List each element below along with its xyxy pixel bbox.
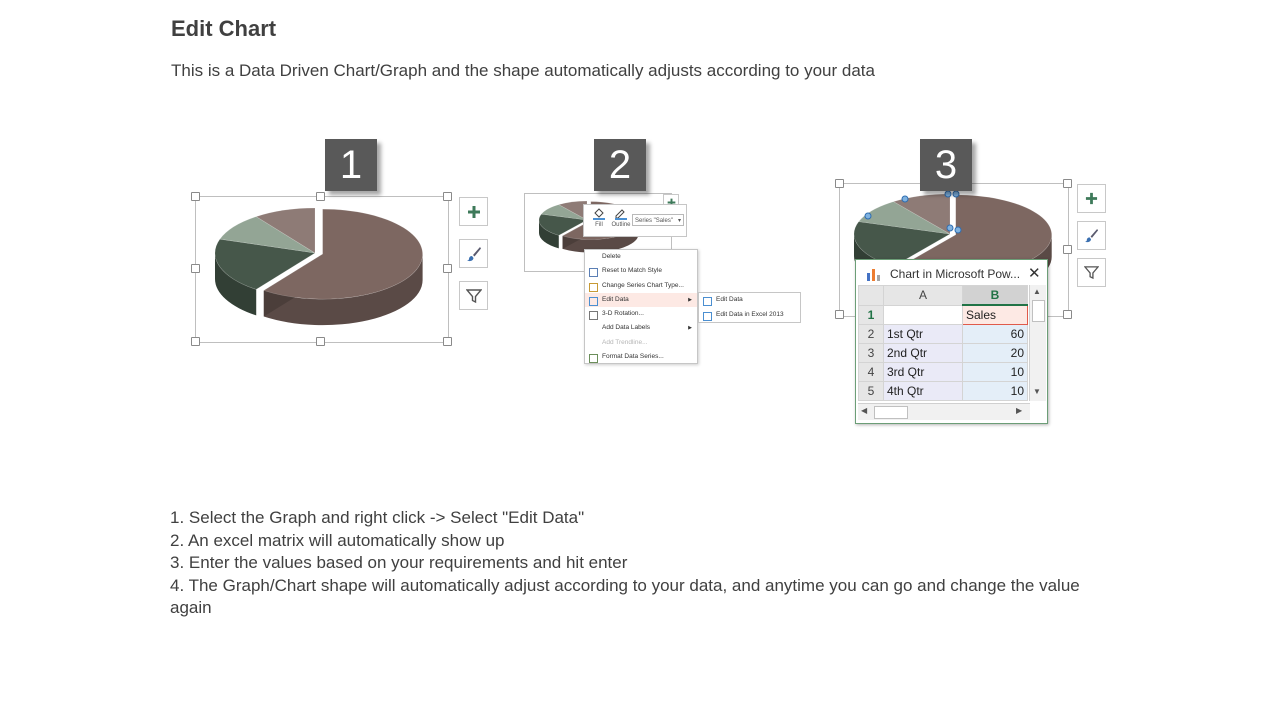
context-menu-item-label: Format Data Series... [602,353,664,361]
add-chart-element-icon [467,205,481,219]
add-chart-element-icon [1085,192,1098,205]
chart-styles-button[interactable] [459,239,488,268]
chart-styles-brush-icon [466,246,482,262]
context-menu-item-label: Delete [602,253,621,260]
resize-handle[interactable] [191,264,200,273]
chart-bar-icon [866,267,882,281]
submenu-item-label: Edit Data in Excel 2013 [716,310,784,318]
context-menu-item-label: Add Data Labels [602,324,651,332]
table-row [859,382,1028,401]
submenu-arrow-icon: ▶ [688,325,692,332]
chart-styles-button[interactable] [1077,221,1106,250]
spreadsheet-grid [858,285,1028,401]
instruction-line: 3. Enter the values based on your requirements and hit enter [170,553,628,572]
resize-handle[interactable] [443,192,452,201]
context-menu [584,249,698,364]
context-menu-item[interactable] [585,307,697,321]
cell-b1[interactable]: Sales [963,305,1028,325]
table-row [859,344,1028,363]
excel-title-bar[interactable] [856,260,1047,286]
step-badge-3: 3 [920,139,972,191]
table-row [859,325,1028,344]
horizontal-scrollbar[interactable] [858,403,1030,420]
menu-item-icon [589,311,598,320]
context-menu-item-label: 3-D Rotation... [602,310,644,318]
row-number[interactable]: 5 [859,382,884,401]
paint-bucket-icon [592,208,606,220]
step-badge-2: 2 [594,139,646,191]
submenu-item-label: Edit Data [716,296,743,303]
row-number[interactable]: 4 [859,363,884,382]
instruction-line: 2. An excel matrix will automatically show up [170,530,505,550]
scroll-thumb[interactable] [1032,300,1045,322]
cell-b5[interactable]: 10 [963,382,1028,401]
row-number[interactable]: 3 [859,344,884,363]
context-menu-item-label: Reset to Match Style [602,267,662,275]
instruction-line: 1. Select the Graph and right click -> Select "Edit Data" [170,508,585,527]
cell-a5[interactable]: 4th Qtr [884,382,963,401]
cell-a3[interactable]: 2nd Qtr [884,344,963,363]
context-menu-item-label: Edit Data [602,295,629,303]
row-number[interactable]: 1 [859,305,884,325]
vertical-scrollbar[interactable] [1029,285,1046,401]
table-row [859,305,1028,325]
menu-item-icon [589,268,598,277]
instructions [170,507,1110,620]
context-menu-item[interactable] [585,336,697,350]
column-header-a[interactable]: A [884,286,963,306]
edit-data-submenu [698,292,801,323]
scroll-left-arrow-icon[interactable]: ◀ [861,406,868,415]
fill-button[interactable] [590,208,608,228]
resize-handle[interactable] [1063,245,1072,254]
context-menu-item[interactable] [585,350,697,364]
resize-handle[interactable] [835,179,844,188]
row-number[interactable]: 2 [859,325,884,344]
chart-filter-icon [466,288,482,304]
slice-selection-points [860,186,980,246]
cell-a4[interactable]: 3rd Qtr [884,363,963,382]
submenu-arrow-icon: ▶ [688,296,692,303]
chart-filter-button[interactable] [459,281,488,310]
column-header-row [859,286,1028,306]
scroll-down-arrow-icon[interactable]: ▼ [1033,387,1041,396]
submenu-item[interactable] [699,308,800,323]
context-menu-item[interactable] [585,264,697,278]
select-all-corner[interactable] [859,286,884,306]
cell-a1[interactable] [884,305,963,325]
instruction-line: 4. The Graph/Chart shape will automatically adjust according to your data, and anytime you can go and change the value again [170,575,1080,617]
resize-handle[interactable] [443,337,452,346]
excel-data-window [855,259,1048,424]
scroll-right-arrow-icon[interactable]: ▶ [1016,406,1023,415]
fill-label: Fill [595,222,603,228]
excel-window-title: Chart in Microsoft Pow... [890,267,1021,281]
edit-data-icon [703,312,712,321]
resize-handle[interactable] [316,337,325,346]
cell-b4[interactable]: 10 [963,363,1028,382]
table-row [859,363,1028,382]
page-subtitle: This is a Data Driven Chart/Graph and the shape automatically adjusts according to your data [171,61,875,80]
context-menu-item[interactable] [585,250,697,264]
pie-chart-1[interactable] [200,198,440,338]
add-chart-element-button[interactable] [459,197,488,226]
context-menu-item-label: Add Trendline... [602,338,648,346]
menu-item-icon [589,354,598,363]
chevron-down-icon: ▾ [677,218,681,224]
chart-filter-icon [1084,265,1099,280]
close-icon[interactable]: ✕ [1028,265,1041,282]
scroll-up-arrow-icon[interactable]: ▲ [1033,287,1041,296]
resize-handle[interactable] [1063,179,1072,188]
context-menu-item-label: Change Series Chart Type... [602,281,684,289]
pie-tops [215,208,423,299]
submenu-item[interactable] [699,293,800,308]
scroll-thumb[interactable] [874,406,908,419]
menu-item-icon [589,297,598,306]
add-chart-element-button[interactable] [1077,184,1106,213]
menu-item-icon [589,283,598,292]
chart-styles-brush-icon [1084,228,1099,243]
resize-handle[interactable] [191,192,200,201]
context-menu-item[interactable] [585,293,697,307]
cell-a2[interactable]: 1st Qtr [884,325,963,344]
mini-format-toolbar [583,204,687,237]
page-title: Edit Chart [171,16,277,41]
resize-handle[interactable] [191,337,200,346]
resize-handle[interactable] [1063,310,1072,319]
pen-outline-icon [614,208,628,220]
resize-handle[interactable] [443,264,452,273]
step-badge-1: 1 [325,139,377,191]
context-menu-item[interactable] [585,321,697,335]
resize-handle[interactable] [835,310,844,319]
chart-filter-button[interactable] [1077,258,1106,287]
context-menu-item[interactable] [585,279,697,293]
outline-label: Outline [611,222,631,228]
cell-b2[interactable]: 60 [963,325,1028,344]
series-select-value: Series "Sales" [635,218,673,224]
series-select-dropdown[interactable] [632,214,684,226]
outline-button[interactable] [610,208,632,228]
column-header-b[interactable]: B [963,286,1028,306]
cell-b3[interactable]: 20 [963,344,1028,363]
edit-data-icon [703,297,712,306]
